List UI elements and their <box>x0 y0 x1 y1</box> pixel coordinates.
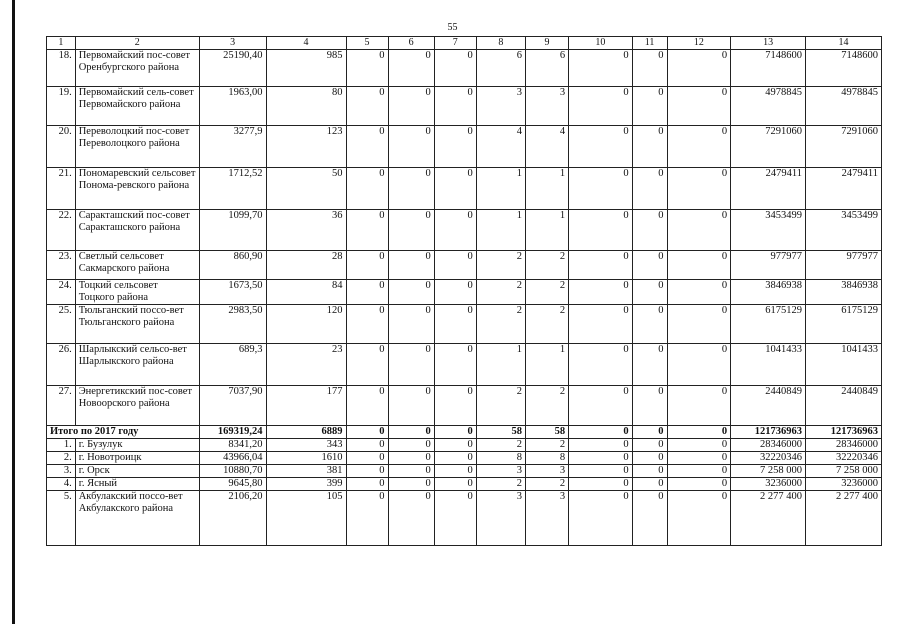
value-cell: 2 <box>525 386 568 426</box>
value-cell: 0 <box>388 251 434 280</box>
value-cell: 0 <box>388 210 434 251</box>
value-cell: 28 <box>266 251 346 280</box>
value-cell: 0 <box>346 210 388 251</box>
row-number: 22. <box>47 210 76 251</box>
municipality-name: Энергетикский пос-совет Новоорского района <box>75 386 199 426</box>
row-number: 25. <box>47 305 76 344</box>
value-cell: 0 <box>346 251 388 280</box>
value-cell: 2479411 <box>731 168 806 210</box>
value-cell: 0 <box>346 50 388 87</box>
value-cell: 0 <box>388 280 434 305</box>
value-cell: 25190,40 <box>199 50 266 87</box>
value-cell: 80 <box>266 87 346 126</box>
value-cell: 0 <box>632 251 667 280</box>
header-cell: 9 <box>525 37 568 50</box>
table-row <box>47 491 882 546</box>
municipality-name: Саракташский пос-совет Саракташского района <box>75 210 199 251</box>
value-cell: 0 <box>667 87 731 126</box>
value-cell: 343 <box>266 439 346 452</box>
header-row <box>47 37 882 50</box>
row-number: 27. <box>47 386 76 426</box>
total-row <box>47 426 882 439</box>
value-cell: 0 <box>667 439 731 452</box>
value-cell: 7291060 <box>731 126 806 168</box>
value-cell: 105 <box>266 491 346 546</box>
table-row <box>47 439 882 452</box>
value-cell: 4978845 <box>806 87 882 126</box>
table-row <box>47 210 882 251</box>
value-cell: 8341,20 <box>199 439 266 452</box>
header-cell: 14 <box>806 37 882 50</box>
municipality-name: Тюльганский поссо-вет Тюльганского района <box>75 305 199 344</box>
value-cell: 0 <box>632 126 667 168</box>
header-cell: 1 <box>47 37 76 50</box>
value-cell: 0 <box>667 344 731 386</box>
value-cell: 7148600 <box>731 50 806 87</box>
total-value-cell: 0 <box>388 426 434 439</box>
value-cell: 0 <box>569 210 633 251</box>
value-cell: 0 <box>667 168 731 210</box>
value-cell: 0 <box>434 280 476 305</box>
value-cell: 977977 <box>806 251 882 280</box>
municipality-name: Шарлыкский сельсо-вет Шарлыкского района <box>75 344 199 386</box>
row-number: 24. <box>47 280 76 305</box>
value-cell: 3 <box>476 491 525 546</box>
value-cell: 0 <box>346 305 388 344</box>
table-row <box>47 50 882 87</box>
row-number: 5. <box>47 491 76 546</box>
value-cell: 1 <box>476 344 525 386</box>
value-cell: 3236000 <box>806 478 882 491</box>
value-cell: 0 <box>667 452 731 465</box>
value-cell: 9645,80 <box>199 478 266 491</box>
value-cell: 860,90 <box>199 251 266 280</box>
total-value-cell: 0 <box>667 426 731 439</box>
value-cell: 0 <box>569 251 633 280</box>
value-cell: 2440849 <box>731 386 806 426</box>
value-cell: 0 <box>632 50 667 87</box>
value-cell: 2 <box>525 305 568 344</box>
value-cell: 1041433 <box>806 344 882 386</box>
value-cell: 6 <box>476 50 525 87</box>
value-cell: 123 <box>266 126 346 168</box>
municipality-name: Первомайский сель-совет Первомайского района <box>75 87 199 126</box>
value-cell: 2 <box>525 251 568 280</box>
value-cell: 3453499 <box>731 210 806 251</box>
value-cell: 1099,70 <box>199 210 266 251</box>
value-cell: 0 <box>632 168 667 210</box>
value-cell: 7291060 <box>806 126 882 168</box>
value-cell: 7148600 <box>806 50 882 87</box>
value-cell: 2 <box>476 305 525 344</box>
value-cell: 0 <box>434 452 476 465</box>
header-cell: 11 <box>632 37 667 50</box>
table-row <box>47 305 882 344</box>
value-cell: 3 <box>525 465 568 478</box>
table-row <box>47 386 882 426</box>
value-cell: 2983,50 <box>199 305 266 344</box>
value-cell: 0 <box>632 210 667 251</box>
table-row <box>47 344 882 386</box>
value-cell: 0 <box>434 87 476 126</box>
table-row <box>47 465 882 478</box>
municipality-name: Первомайский пос-совет Оренбургского района <box>75 50 199 87</box>
total-value-cell: 0 <box>346 426 388 439</box>
value-cell: 6175129 <box>731 305 806 344</box>
value-cell: 0 <box>388 305 434 344</box>
value-cell: 32220346 <box>731 452 806 465</box>
municipality-name: Акбулакский поссо-вет Акбулакского района <box>75 491 199 546</box>
row-number: 20. <box>47 126 76 168</box>
value-cell: 1 <box>525 210 568 251</box>
value-cell: 3453499 <box>806 210 882 251</box>
row-number: 23. <box>47 251 76 280</box>
value-cell: 2 <box>525 280 568 305</box>
value-cell: 28346000 <box>806 439 882 452</box>
value-cell: 32220346 <box>806 452 882 465</box>
value-cell: 0 <box>569 50 633 87</box>
row-number: 4. <box>47 478 76 491</box>
value-cell: 0 <box>569 439 633 452</box>
value-cell: 8 <box>476 452 525 465</box>
header-cell: 10 <box>569 37 633 50</box>
value-cell: 689,3 <box>199 344 266 386</box>
header-cell: 7 <box>434 37 476 50</box>
page-number: 55 <box>447 22 458 33</box>
row-number: 2. <box>47 452 76 465</box>
value-cell: 399 <box>266 478 346 491</box>
value-cell: 0 <box>434 478 476 491</box>
value-cell: 36 <box>266 210 346 251</box>
value-cell: 0 <box>434 50 476 87</box>
header-cell: 2 <box>75 37 199 50</box>
value-cell: 0 <box>434 305 476 344</box>
value-cell: 6175129 <box>806 305 882 344</box>
value-cell: 3 <box>525 491 568 546</box>
value-cell: 23 <box>266 344 346 386</box>
value-cell: 2479411 <box>806 168 882 210</box>
value-cell: 381 <box>266 465 346 478</box>
value-cell: 2 <box>476 386 525 426</box>
value-cell: 0 <box>632 452 667 465</box>
municipality-name: Переволоцкий пос-совет Переволоцкого района <box>75 126 199 168</box>
total-value-cell: 58 <box>476 426 525 439</box>
value-cell: 0 <box>667 50 731 87</box>
value-cell: 0 <box>346 386 388 426</box>
value-cell: 0 <box>388 478 434 491</box>
value-cell: 3277,9 <box>199 126 266 168</box>
table-row <box>47 251 882 280</box>
value-cell: 2 <box>476 439 525 452</box>
value-cell: 0 <box>434 491 476 546</box>
value-cell: 2 <box>476 251 525 280</box>
value-cell: 0 <box>434 465 476 478</box>
row-number: 21. <box>47 168 76 210</box>
value-cell: 3236000 <box>731 478 806 491</box>
value-cell: 4978845 <box>731 87 806 126</box>
value-cell: 0 <box>569 280 633 305</box>
value-cell: 0 <box>388 126 434 168</box>
value-cell: 0 <box>667 465 731 478</box>
value-cell: 84 <box>266 280 346 305</box>
value-cell: 1041433 <box>731 344 806 386</box>
row-number: 19. <box>47 87 76 126</box>
value-cell: 0 <box>569 87 633 126</box>
value-cell: 177 <box>266 386 346 426</box>
value-cell: 0 <box>388 452 434 465</box>
municipality-name: Тоцкий сельсовет Тоцкого района <box>75 280 199 305</box>
value-cell: 120 <box>266 305 346 344</box>
value-cell: 0 <box>569 305 633 344</box>
total-value-cell: 121736963 <box>731 426 806 439</box>
municipality-name: г. Ясный <box>75 478 199 491</box>
value-cell: 2 <box>525 439 568 452</box>
value-cell: 0 <box>569 478 633 491</box>
value-cell: 977977 <box>731 251 806 280</box>
value-cell: 0 <box>346 126 388 168</box>
value-cell: 0 <box>346 280 388 305</box>
total-label: Итого по 2017 году <box>47 426 200 439</box>
table-row <box>47 126 882 168</box>
value-cell: 985 <box>266 50 346 87</box>
value-cell: 0 <box>569 168 633 210</box>
value-cell: 2 277 400 <box>806 491 882 546</box>
value-cell: 0 <box>667 305 731 344</box>
value-cell: 0 <box>569 452 633 465</box>
value-cell: 3846938 <box>806 280 882 305</box>
value-cell: 0 <box>346 452 388 465</box>
value-cell: 0 <box>434 210 476 251</box>
value-cell: 6 <box>525 50 568 87</box>
total-value-cell: 0 <box>434 426 476 439</box>
value-cell: 0 <box>667 251 731 280</box>
table-row <box>47 168 882 210</box>
value-cell: 0 <box>632 465 667 478</box>
municipality-name: г. Новотроицк <box>75 452 199 465</box>
data-table <box>46 36 882 546</box>
value-cell: 1712,52 <box>199 168 266 210</box>
value-cell: 0 <box>388 386 434 426</box>
value-cell: 0 <box>667 210 731 251</box>
value-cell: 2 <box>476 280 525 305</box>
value-cell: 0 <box>346 87 388 126</box>
value-cell: 0 <box>569 126 633 168</box>
value-cell: 10880,70 <box>199 465 266 478</box>
header-cell: 3 <box>199 37 266 50</box>
value-cell: 0 <box>632 491 667 546</box>
value-cell: 0 <box>632 87 667 126</box>
value-cell: 0 <box>667 478 731 491</box>
value-cell: 1610 <box>266 452 346 465</box>
value-cell: 0 <box>632 386 667 426</box>
total-value-cell: 0 <box>569 426 633 439</box>
value-cell: 0 <box>346 344 388 386</box>
value-cell: 0 <box>569 386 633 426</box>
row-number: 18. <box>47 50 76 87</box>
municipality-name: Пономаревский сельсовет Понома-ревского района <box>75 168 199 210</box>
value-cell: 28346000 <box>731 439 806 452</box>
value-cell: 2 <box>525 478 568 491</box>
value-cell: 0 <box>388 465 434 478</box>
municipality-name: Светлый сельсовет Сакмарского района <box>75 251 199 280</box>
value-cell: 43966,04 <box>199 452 266 465</box>
value-cell: 2 <box>476 478 525 491</box>
value-cell: 0 <box>667 386 731 426</box>
table-row <box>47 478 882 491</box>
total-value-cell: 0 <box>632 426 667 439</box>
value-cell: 0 <box>388 491 434 546</box>
value-cell: 0 <box>346 168 388 210</box>
value-cell: 2 277 400 <box>731 491 806 546</box>
row-number: 1. <box>47 439 76 452</box>
header-cell: 8 <box>476 37 525 50</box>
value-cell: 0 <box>632 439 667 452</box>
value-cell: 0 <box>667 280 731 305</box>
value-cell: 7037,90 <box>199 386 266 426</box>
value-cell: 0 <box>632 280 667 305</box>
value-cell: 2106,20 <box>199 491 266 546</box>
value-cell: 0 <box>569 344 633 386</box>
value-cell: 0 <box>346 439 388 452</box>
total-value-cell: 169319,24 <box>199 426 266 439</box>
table-row <box>47 452 882 465</box>
municipality-name: г. Орск <box>75 465 199 478</box>
header-cell: 6 <box>388 37 434 50</box>
page-edge-line <box>12 0 15 624</box>
value-cell: 1963,00 <box>199 87 266 126</box>
value-cell: 1 <box>476 168 525 210</box>
value-cell: 0 <box>346 491 388 546</box>
value-cell: 0 <box>346 465 388 478</box>
value-cell: 0 <box>632 305 667 344</box>
header-cell: 12 <box>667 37 731 50</box>
value-cell: 3 <box>525 87 568 126</box>
value-cell: 0 <box>434 251 476 280</box>
value-cell: 0 <box>632 344 667 386</box>
value-cell: 1 <box>525 168 568 210</box>
value-cell: 0 <box>632 478 667 491</box>
value-cell: 3846938 <box>731 280 806 305</box>
value-cell: 50 <box>266 168 346 210</box>
value-cell: 4 <box>525 126 568 168</box>
value-cell: 1 <box>525 344 568 386</box>
value-cell: 0 <box>388 168 434 210</box>
value-cell: 4 <box>476 126 525 168</box>
header-cell: 5 <box>346 37 388 50</box>
table-row <box>47 280 882 305</box>
value-cell: 0 <box>434 168 476 210</box>
table-row <box>47 87 882 126</box>
value-cell: 0 <box>667 491 731 546</box>
value-cell: 2440849 <box>806 386 882 426</box>
value-cell: 0 <box>388 50 434 87</box>
value-cell: 8 <box>525 452 568 465</box>
value-cell: 0 <box>569 465 633 478</box>
table-body <box>47 50 882 546</box>
header-cell: 13 <box>731 37 806 50</box>
total-value-cell: 121736963 <box>806 426 882 439</box>
value-cell: 0 <box>388 87 434 126</box>
header-cell: 4 <box>266 37 346 50</box>
value-cell: 1673,50 <box>199 280 266 305</box>
row-number: 26. <box>47 344 76 386</box>
value-cell: 7 258 000 <box>731 465 806 478</box>
value-cell: 0 <box>667 126 731 168</box>
value-cell: 0 <box>388 344 434 386</box>
value-cell: 3 <box>476 87 525 126</box>
total-value-cell: 58 <box>525 426 568 439</box>
total-value-cell: 6889 <box>266 426 346 439</box>
value-cell: 0 <box>346 478 388 491</box>
value-cell: 7 258 000 <box>806 465 882 478</box>
municipality-name: г. Бузулук <box>75 439 199 452</box>
value-cell: 0 <box>569 491 633 546</box>
value-cell: 3 <box>476 465 525 478</box>
value-cell: 0 <box>434 126 476 168</box>
value-cell: 0 <box>434 439 476 452</box>
value-cell: 0 <box>434 344 476 386</box>
value-cell: 1 <box>476 210 525 251</box>
value-cell: 0 <box>388 439 434 452</box>
value-cell: 0 <box>434 386 476 426</box>
row-number: 3. <box>47 465 76 478</box>
